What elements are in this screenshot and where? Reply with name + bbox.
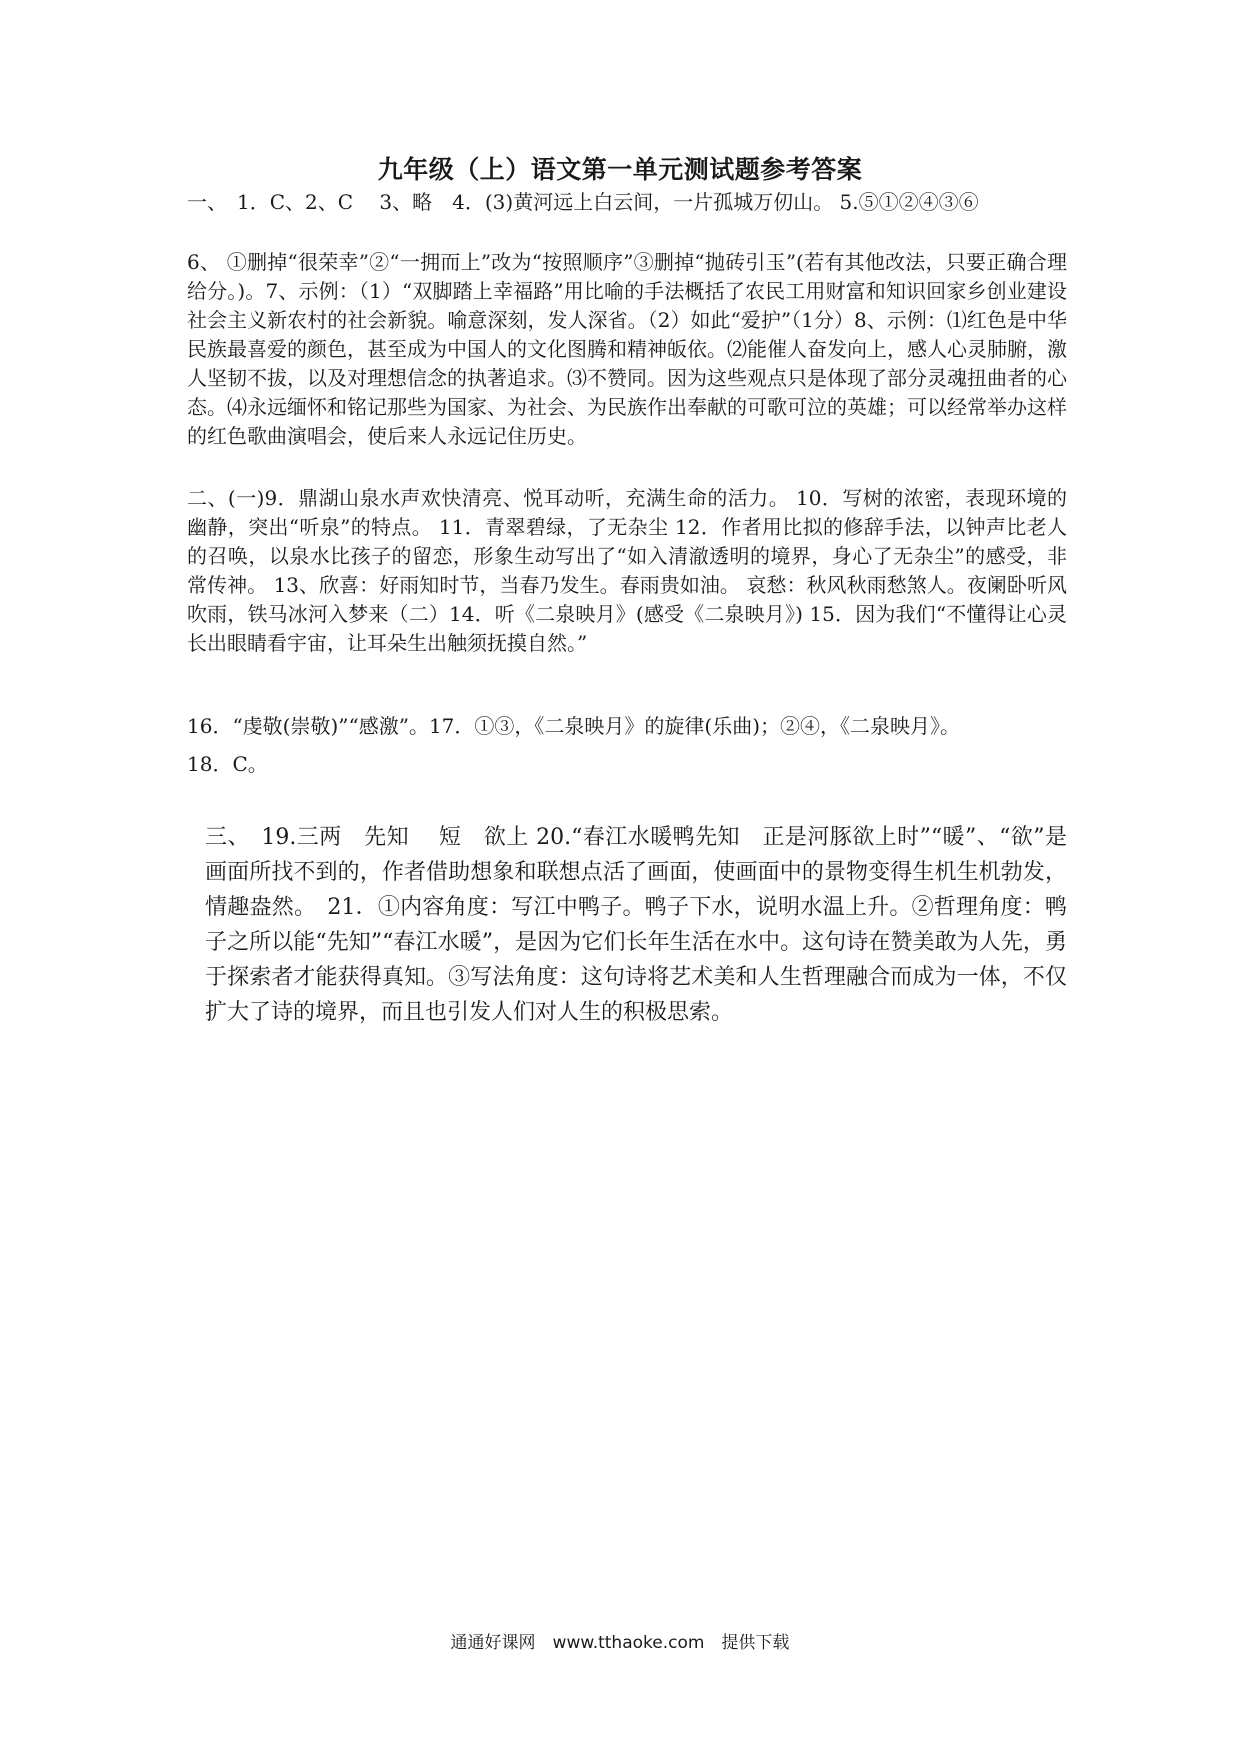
- section-1-paragraph-text: 6、 ①删掉“很荣幸”②“一拥而上”改为“按照顺序”③删掉“抛砖引玉”(若有其他改法，只要正确合理给分。)。7、示例：（1）“双脚踏上幸福路”用比喻的手法概括了农民工用财富和知识回家乡创业建设社会主义新农村的社会新貌。喻意深刻，发人深省。（2）如此“爱护”（1分）8、示例：⑴红色是中华民族最喜爱的颜色，甚至成为中国人的文化图腾和精神皈依。⑵能催人奋发向上，感人心灵肺腑，激人坚韧不拔，以及对理想信念的执著追求。⑶不赞同。因为这些观点只是体现了部分灵魂扭曲者的心态。⑷永远缅怀和铭记那些为国家、为社会、为民族作出奉献的可歌可泣的英雄；可以经常举办这样的红色歌曲演唱会，使后来人永远记住历史。: [187, 250, 1067, 448]
- section-1-paragraph: [187, 248, 1067, 451]
- section-2-paragraph-text: 二、(一)9．鼎湖山泉水声欢快清亮、悦耳动听，充满生命的活力。 10．写树的浓密，表现环境的幽静，突出“听泉”的特点。 11．青翠碧绿，了无杂尘 12．作者用比拟的修辞手法，以钟声比老人的召唤，以泉水比孩子的留恋，形象生动写出了“如入清澈透明的境界，身心了无杂尘”的感受，非常传神。 13、欣喜：好雨知时节，当春乃发生。春雨贵如油。 哀愁：秋风秋雨愁煞人。夜阑卧听风吹雨，铁马冰河入梦来（二）14．听《二泉映月》(感受《二泉映月》) 15．因为我们“不懂得让心灵长出眼睛看宇宙，让耳朵生出触须抚摸自然。”: [187, 486, 1067, 655]
- answer-16-17-line: 16．“虔敬(崇敬)”“感激”。17．①③，《二泉映月》的旋律(乐曲)；②④，《二泉映月》。: [187, 714, 961, 738]
- section-2-paragraph: [187, 484, 1067, 658]
- answer-18-line: 18．C。: [187, 752, 268, 776]
- page-title: 九年级（上）语文第一单元测试题参考答案: [377, 155, 863, 184]
- page-footer: 通通好课网 www.tthaoke.com 提供下载: [450, 1633, 790, 1653]
- section-1-answers-line: 一、 1．C、2、C 3、略 4．(3)黄河远上白云间，一片孤城万仞山。 5.⑤①②④③⑥: [187, 190, 979, 214]
- section-3-paragraph: [187, 820, 1067, 1030]
- section-3-paragraph-text: 三、 19.三两 先知 短 欲上 20.“春江水暖鸭先知 正是河豚欲上时”“暖”、“欲”是画面所找不到的，作者借助想象和联想点活了画面，使画面中的景物变得生机生机勃发，情趣盎然。 21．①内容角度：写江中鸭子。鸭子下水，说明水温上升。②哲理角度：鸭子之所以能“先知”“春江水暖”，是因为它们长年生活在水中。这句诗在赞美敢为人先，勇于探索者才能获得真知。③写法角度：这句诗将艺术美和人生哲理融合而成为一体，不仅扩大了诗的境界，而且也引发人们对人生的积极思索。: [205, 825, 1067, 1025]
